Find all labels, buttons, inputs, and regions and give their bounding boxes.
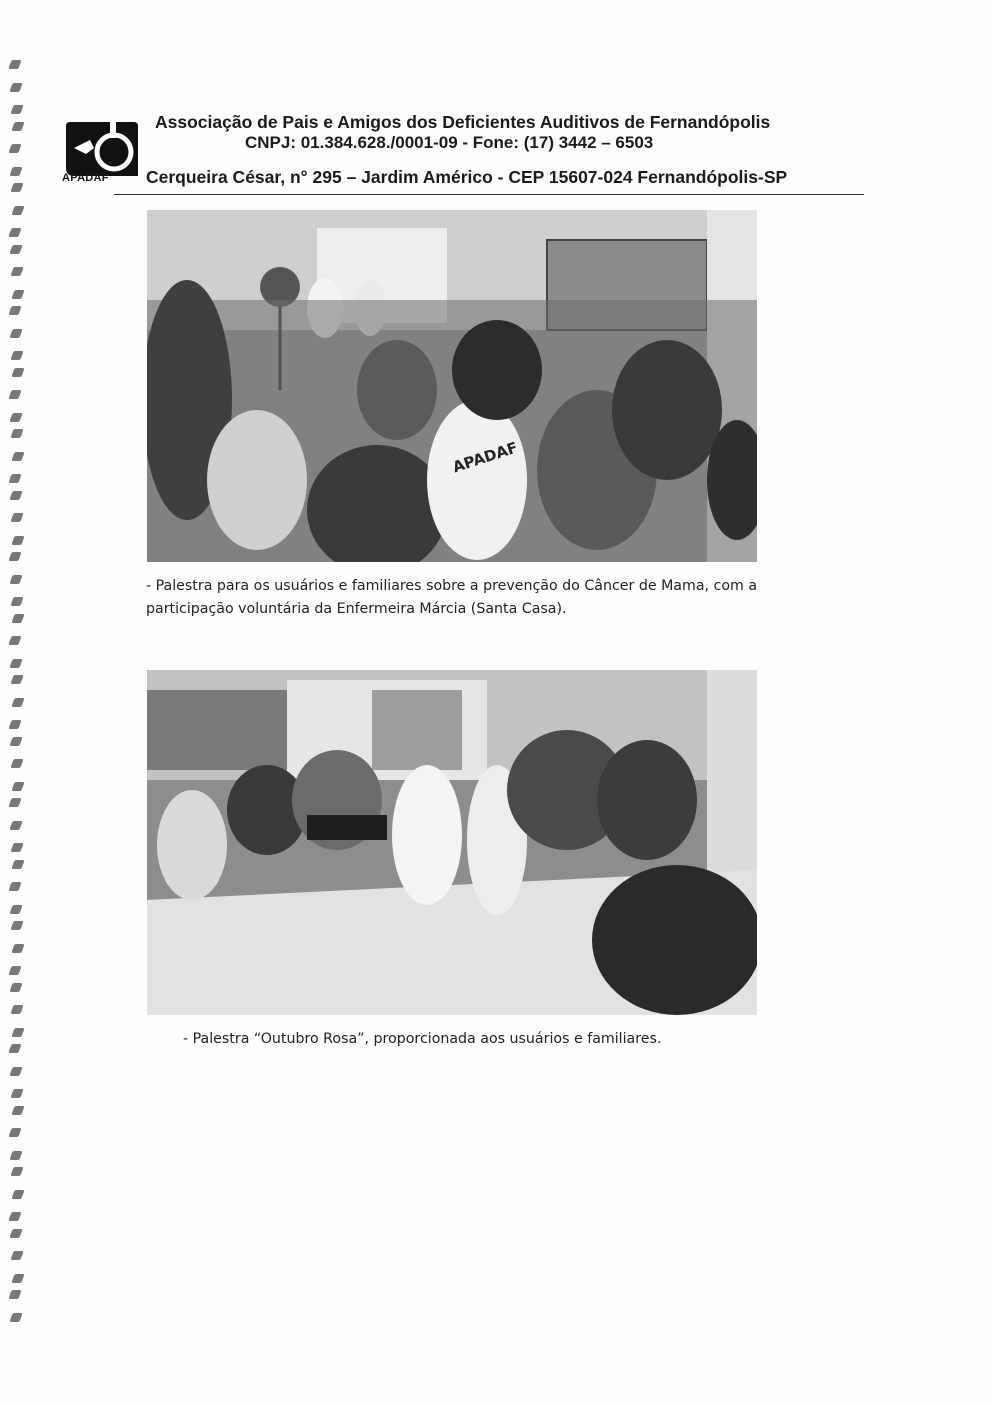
binding-hole-mark xyxy=(9,413,22,422)
binding-hole-mark xyxy=(10,759,23,768)
binding-hole-mark xyxy=(9,83,22,92)
binding-hole-mark xyxy=(8,1290,21,1299)
binding-hole-mark xyxy=(9,1229,22,1238)
organization-cnpj-phone: CNPJ: 01.384.628./0001-09 - Fone: (17) 3442 – 6503 xyxy=(245,133,654,152)
binding-hole-mark xyxy=(11,860,24,869)
binding-hole-mark xyxy=(8,144,21,153)
binding-hole-mark xyxy=(9,983,22,992)
binding-hole-mark xyxy=(11,122,24,131)
binding-hole-mark xyxy=(10,1167,23,1176)
binding-hole-mark xyxy=(10,183,23,192)
photo-lecture-cancer-prevention xyxy=(147,210,757,562)
photo-caption-1: - Palestra para os usuários e familiares sobre a prevenção do Câncer de Mama, com a participação voluntária da Enfermeira Márcia (Santa Casa). xyxy=(146,578,758,617)
binding-hole-mark xyxy=(8,228,21,237)
binding-hole-mark xyxy=(11,368,24,377)
organization-name: Associação de Pais e Amigos dos Deficientes Auditivos de Fernandópolis xyxy=(155,112,771,132)
binding-hole-mark xyxy=(11,1274,24,1283)
binding-hole-mark xyxy=(8,966,21,975)
binding-hole-mark xyxy=(11,614,24,623)
binding-hole-mark xyxy=(11,1028,24,1037)
binding-hole-mark xyxy=(10,597,23,606)
binding-hole-mark xyxy=(9,737,22,746)
binding-hole-mark xyxy=(9,659,22,668)
binding-hole-mark xyxy=(10,429,23,438)
photo-caption-2: - Palestra “Outubro Rosa”, proporcionada aos usuários e familiares. xyxy=(183,1031,662,1047)
binding-hole-mark xyxy=(10,921,23,930)
binding-hole-mark xyxy=(8,306,21,315)
letterhead xyxy=(62,108,864,198)
organization-address: Cerqueira César, n° 295 – Jardim Américo - CEP 15607-024 Fernandópolis-SP xyxy=(146,167,788,187)
binding-hole-mark xyxy=(11,782,24,791)
binding-holes xyxy=(6,60,32,1360)
binding-hole-mark xyxy=(9,905,22,914)
binding-hole-mark xyxy=(8,552,21,561)
binding-hole-mark xyxy=(10,513,23,522)
binding-hole-mark xyxy=(10,267,23,276)
binding-hole-mark xyxy=(9,167,22,176)
binding-hole-mark xyxy=(8,1212,21,1221)
binding-hole-mark xyxy=(10,351,23,360)
binding-hole-mark xyxy=(10,1089,23,1098)
header-divider xyxy=(114,194,864,195)
binding-hole-mark xyxy=(9,329,22,338)
binding-hole-mark xyxy=(11,698,24,707)
binding-hole-mark xyxy=(8,1044,21,1053)
binding-hole-mark xyxy=(10,1251,23,1260)
binding-hole-mark xyxy=(10,843,23,852)
binding-hole-mark xyxy=(9,1151,22,1160)
binding-hole-mark xyxy=(9,491,22,500)
binding-hole-mark xyxy=(10,675,23,684)
binding-hole-mark xyxy=(11,1190,24,1199)
binding-hole-mark xyxy=(10,105,23,114)
binding-hole-mark xyxy=(8,1128,21,1137)
binding-hole-mark xyxy=(11,536,24,545)
logo-text: APADAF xyxy=(62,172,109,184)
binding-hole-mark xyxy=(8,720,21,729)
binding-hole-mark xyxy=(11,206,24,215)
binding-hole-mark xyxy=(8,390,21,399)
binding-hole-mark xyxy=(8,798,21,807)
binding-hole-mark xyxy=(9,821,22,830)
binding-hole-mark xyxy=(9,1313,22,1322)
binding-hole-mark xyxy=(10,1005,23,1014)
binding-hole-mark xyxy=(11,944,24,953)
photo-outubro-rosa-group xyxy=(147,670,757,1015)
binding-hole-mark xyxy=(11,452,24,461)
binding-hole-mark xyxy=(8,882,21,891)
binding-hole-mark xyxy=(11,290,24,299)
binding-hole-mark xyxy=(8,474,21,483)
binding-hole-mark xyxy=(8,60,21,69)
shirt-logo-text: APADAF xyxy=(450,438,520,477)
binding-hole-mark xyxy=(9,245,22,254)
apadaf-logo xyxy=(64,118,140,180)
binding-hole-mark xyxy=(8,636,21,645)
binding-hole-mark xyxy=(9,1067,22,1076)
binding-hole-mark xyxy=(9,575,22,584)
binding-hole-mark xyxy=(11,1106,24,1115)
